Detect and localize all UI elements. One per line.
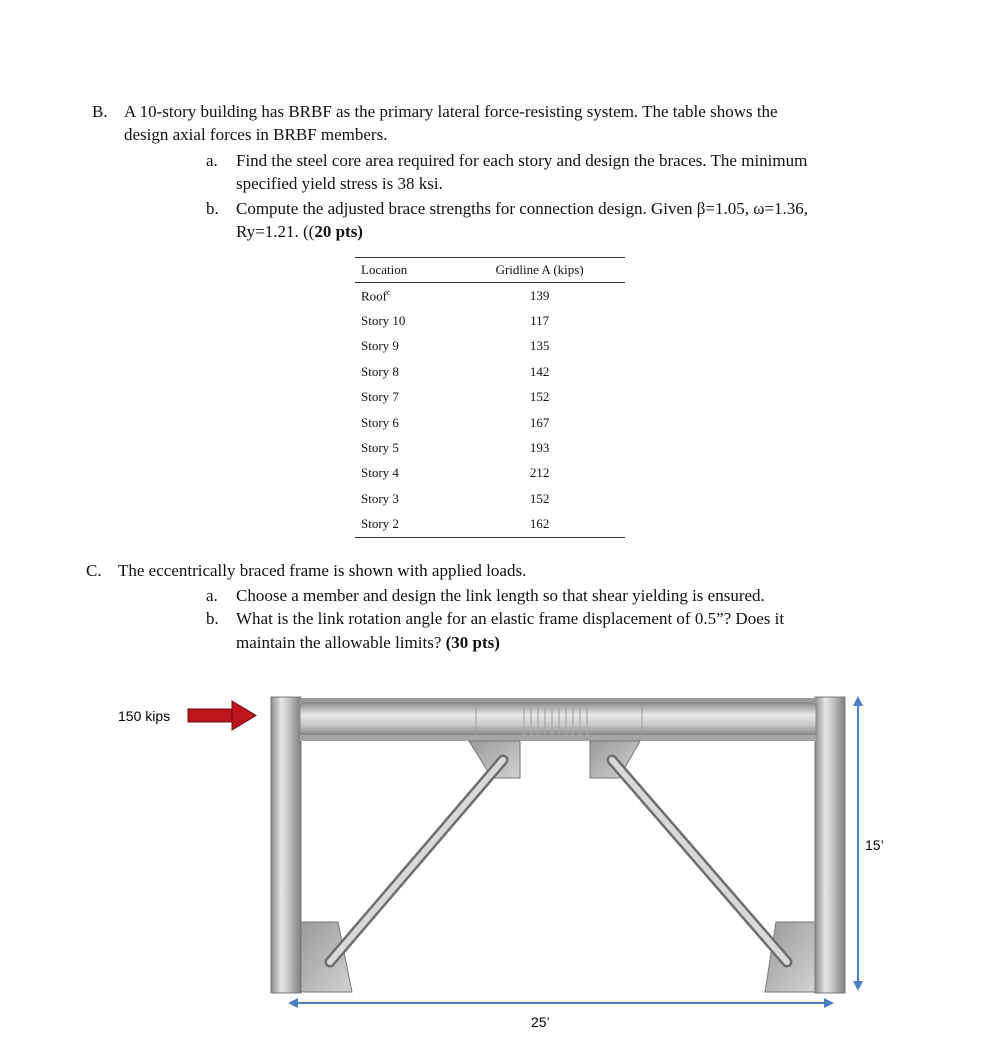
location-cell: Story 6 — [361, 414, 399, 430]
force-cell: 167 — [529, 414, 550, 430]
ebf-frame-figure — [0, 660, 997, 1063]
location-cell: Story 10 — [361, 313, 406, 329]
section-b-part-b-letter: b. — [206, 199, 219, 218]
section-b-line2: design axial forces in BRBF members. — [124, 125, 388, 144]
load-arrow — [188, 701, 256, 730]
section-b-part-a-letter: a. — [206, 151, 218, 170]
section-b-part-a-line1: Find the steel core area required for each story and design the braces. The minimum — [236, 151, 808, 170]
section-c-letter: C. — [86, 561, 102, 580]
section-c-line1: The eccentrically braced frame is shown with applied loads. — [118, 561, 527, 580]
right-column — [815, 697, 845, 993]
location-cell: Story 7 — [361, 389, 399, 405]
left-bottom-gusset — [301, 922, 352, 992]
section-c-part-b-letter: b. — [206, 609, 219, 628]
table-row — [355, 512, 625, 538]
location-cell: Story 8 — [361, 363, 399, 379]
width-dimension — [288, 998, 834, 1008]
table-row — [355, 359, 625, 384]
width-label: 25’ — [531, 1014, 550, 1030]
right-bottom-gusset — [765, 922, 815, 992]
floor-beam — [300, 698, 816, 741]
section-c-part-b-line1: What is the link rotation angle for an elastic frame displacement of 0.5”? Does it — [236, 609, 785, 628]
brbf-forces-table — [355, 257, 625, 538]
location-cell — [355, 283, 454, 309]
force-cell: 152 — [529, 490, 550, 506]
table-header-row — [355, 258, 625, 283]
table-row — [355, 334, 625, 359]
roof-footnote-mark: c — [387, 287, 391, 297]
force-cell: 117 — [530, 313, 550, 329]
table-row — [355, 435, 625, 460]
location-cell: Story 2 — [355, 512, 454, 538]
force-cell: 139 — [529, 287, 550, 303]
force-cell: 212 — [529, 465, 550, 481]
table-row — [355, 385, 625, 410]
section-c-part-b-line2-plain: maintain the allowable limits? — [236, 633, 446, 652]
location-cell: Story 3 — [361, 490, 399, 506]
table-row — [355, 461, 625, 486]
force-cell: 135 — [529, 338, 550, 354]
section-c-part-b-line2 — [236, 632, 500, 654]
section-b-part-b-line2 — [236, 221, 363, 243]
section-b-part-a-line2: specified yield stress is 38 ksi. — [236, 174, 443, 193]
left-column — [271, 697, 301, 993]
section-b-letter: B. — [92, 102, 108, 121]
right-brace — [612, 760, 787, 962]
section-b-part-b-line2-plain: Ry=1.21. (( — [236, 222, 315, 241]
section-c-part-a-letter: a. — [206, 586, 218, 605]
force-cell: 142 — [529, 363, 550, 379]
height-dimension — [853, 696, 863, 991]
location-cell: Story 9 — [361, 338, 399, 354]
table-row — [355, 486, 625, 511]
force-cell: 193 — [529, 440, 550, 456]
force-cell: 162 — [454, 512, 625, 538]
table-row — [355, 283, 625, 309]
load-label: 150 kips — [118, 708, 171, 724]
section-b-part-b-line1: Compute the adjusted brace strengths for connection design. Given β=1.05, ω=1.36, — [236, 199, 809, 218]
height-label: 15’ — [865, 837, 884, 853]
location-cell: Story 4 — [361, 465, 399, 481]
location-text: Roof — [361, 287, 387, 303]
column-header-location: Location — [355, 258, 454, 283]
section-b-line1: A 10-story building has BRBF as the primary lateral force-resisting system. The table shows the — [124, 102, 778, 121]
force-cell: 152 — [529, 389, 550, 405]
section-c-part-a-line1: Choose a member and design the link length so that shear yielding is ensured. — [236, 586, 765, 605]
left-brace — [330, 760, 503, 962]
table-row — [355, 308, 625, 333]
table-row — [355, 410, 625, 435]
section-c-part-b-points: (30 pts) — [445, 633, 500, 652]
location-cell: Story 5 — [361, 440, 399, 456]
column-header-gridline-a: Gridline A (kips) — [454, 258, 625, 283]
section-b-part-b-points: 20 pts) — [314, 222, 363, 241]
